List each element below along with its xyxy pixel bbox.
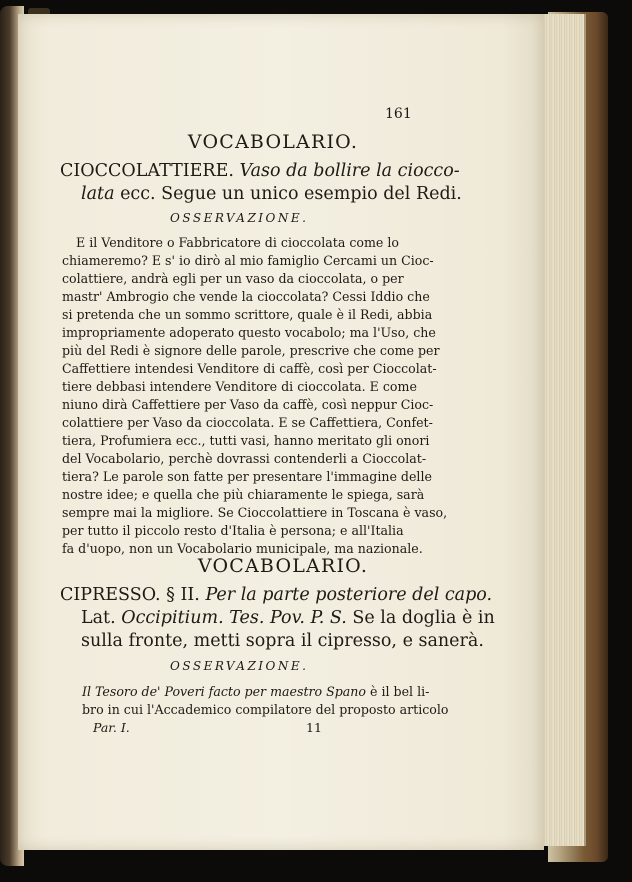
entry-text: Se la doglia è in <box>352 608 495 628</box>
body-line: tiera, Profumiera ecc., tutti vasi, hanno meritato gli onori <box>62 433 430 448</box>
body-text: è il bel li- <box>370 684 430 699</box>
entry-definition: Per la parte posteriore del capo. <box>205 585 493 605</box>
entry-italic: lata <box>81 184 115 204</box>
body-line: niuno dirà Caffettiere per Vaso da caffè, così neppur Cioc- <box>62 397 434 412</box>
observation-heading: OSSERVAZIONE. <box>170 211 309 225</box>
body-line: fa d'uopo, non un Vocabolario municipale, ma nazionale. <box>62 541 423 556</box>
book-page <box>18 14 544 850</box>
entry-line <box>60 161 460 181</box>
body-line: colattiere per Vaso da cioccolata. E se Caffettiera, Confet- <box>62 415 433 430</box>
body-italic: Il Tesoro de' Poveri facto per maestro Spano <box>82 684 367 699</box>
body-line: impropriamente adoperato questo vocabolo; ma l'Uso, che <box>62 325 436 340</box>
signature-text: Par. I. <box>93 720 130 735</box>
body-line: tiere debbasi intendere Venditore di cioccolata. E come <box>62 379 417 394</box>
entry-italic: Occipitium. Tes. Pov. P. S. <box>121 608 347 628</box>
body-line: chiameremo? E s' io dirò al mio famiglio Cercami un Cioc- <box>62 253 434 268</box>
section-heading: VOCABOLARIO. <box>187 131 359 153</box>
entry-headword: CIPRESSO. § II. <box>60 585 200 605</box>
body-line: per tutto il piccolo resto d'Italia è persona; e all'Italia <box>62 523 404 538</box>
signature-mark <box>93 720 130 735</box>
page-edges <box>540 14 586 846</box>
body-line: bro in cui l'Accademico compilatore del proposto articolo <box>82 702 449 717</box>
entry-lat: Lat. <box>81 608 116 628</box>
observation-heading: OSSERVAZIONE. <box>170 659 309 673</box>
body-line: si pretenda che un sommo scrittore, quale è il Redi, abbia <box>62 307 433 322</box>
page-number: 161 <box>385 106 412 122</box>
sheet-number: 11 <box>306 720 322 735</box>
entry-line <box>81 608 495 628</box>
entry-text: ecc. Segue un unico esempio del Redi. <box>120 184 462 204</box>
body-line <box>82 684 429 699</box>
entry-headword: CIOCCOLATTIERE. <box>60 161 234 181</box>
section-heading: VOCABOLARIO. <box>197 555 369 577</box>
body-line: Caffettiere intendesi Venditore di caffè, così per Cioccolat- <box>62 361 437 376</box>
body-line: E il Venditore o Fabbricatore di cioccolata come lo <box>76 235 399 250</box>
body-line: sempre mai la migliore. Se Cioccolattiere in Toscana è vaso, <box>62 505 448 520</box>
entry-line <box>60 585 492 605</box>
body-line: nostre idee; e quella che più chiaramente le spiega, sarà <box>62 487 425 502</box>
entry-line <box>81 184 462 204</box>
body-line: tiera? Le parole son fatte per presentare l'immagine delle <box>62 469 432 484</box>
body-line: del Vocabolario, perchè dovrassi contenderli a Cioccolat- <box>62 451 427 466</box>
entry-definition: Vaso da bollire la ciocco- <box>239 161 460 181</box>
body-line: mastr' Ambrogio che vende la cioccolata? Cessi Iddio che <box>62 289 430 304</box>
body-line: più del Redi è signore delle parole, prescrive che come per <box>62 343 440 358</box>
body-line: colattiere, andrà egli per un vaso da cioccolata, o per <box>62 271 404 286</box>
entry-line: sulla fronte, metti sopra il cipresso, e sanerà. <box>81 631 484 651</box>
